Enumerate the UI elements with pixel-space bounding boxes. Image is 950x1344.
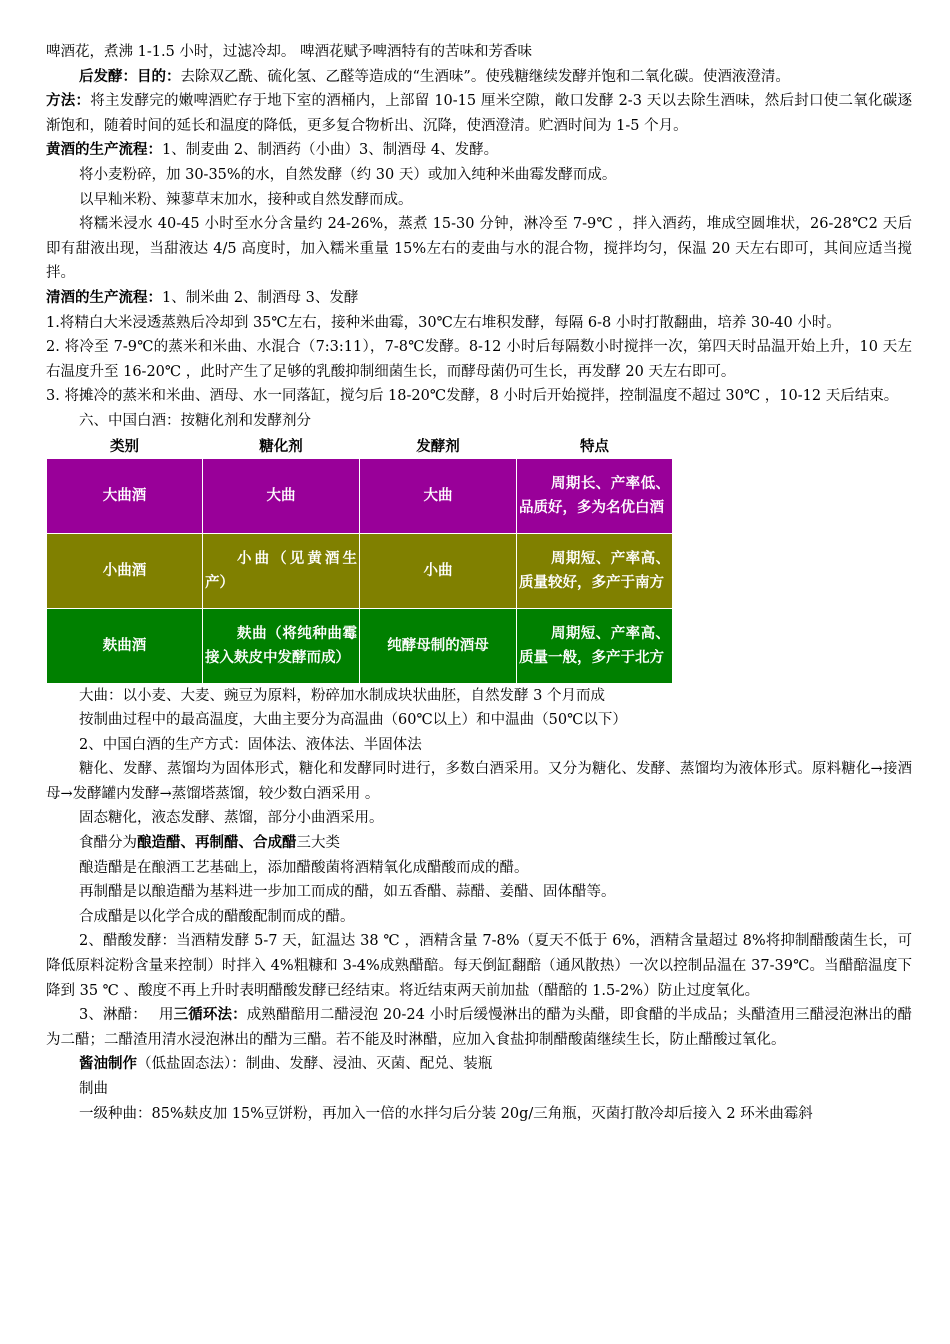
paragraph: 酿造醋是在酿酒工艺基础上，添加醋酸菌将酒精氧化成醋酸而成的醋。: [79, 859, 529, 876]
table-cell: 纯酵母制的酒母: [360, 608, 517, 683]
paragraph: 糖化、发酵、蒸馏均为固体形式，糖化和发酵同时进行，多数白酒采用。又分为糖化、发酵、蒸馏均为液体形式。原料糖化→接酒母→发酵罐内发酵→蒸馏塔蒸馏，较少数白酒采用 。: [46, 761, 912, 802]
table-cell: 周期长、产率低、品质好，多为名优白酒: [517, 458, 673, 533]
paragraph: 2. 将冷至 7-9℃的蒸米和米曲、水混合（7:3:11），7-8℃发酵。8-12 小时后每隔数小时搅拌一次，第四天时品温开始上升，10 天左右温度升至 16-20℃ ，此时产生了足够的乳酸抑制细菌生长，而酵母菌仍可生长，再发酵 20 天左右即可。: [46, 339, 912, 380]
heading-huangjiu-process: 黄酒的生产流程：: [46, 141, 162, 159]
paragraph: 食醋分为酿造醋、再制醋、合成醋三大类: [79, 834, 340, 852]
paragraph: 1.将精白大米浸透蒸熟后冷却到 35℃左右，接种米曲霉，30℃左右堆积发酵，每隔 6-8 小时打散翻曲，培养 30-40 小时。: [46, 314, 841, 331]
paragraph: 固态糖化，液态发酵、蒸馏，部分小曲酒采用。: [79, 810, 384, 827]
table-cell: 周期短、产率高、质量较好，多产于南方: [517, 533, 673, 608]
table-cell: 麸曲（将纯种曲霉接入麸皮中发酵而成）: [203, 608, 360, 683]
header-features: 特点: [517, 434, 673, 459]
three-cycle-method: 三循环法：: [173, 1006, 247, 1024]
table-row: [47, 458, 673, 533]
paragraph: 2、醋酸发酵：当酒精发酵 5-7 天，缸温达 38 ℃ ，酒精含量 7-8%（夏天不低于 6%，酒精含量超过 8%将抑制醋酸菌生长，可降低原料淀粉含量来控制）时拌入 4%粗糠和 3-4%成熟醋醅。每天倒缸翻醅（通风散热）一次以控制品温在 37-39℃。当醋醅温度下降到 35 ℃ 、酸度不再上升时表明醋酸发酵已经结束。将近结束两天前加盐（醋醅的 1.5-2%）防止过度氧化。: [46, 933, 912, 999]
paragraph: 以早籼米粉、辣蓼草末加水，接种或自然发酵而成。: [79, 191, 413, 208]
paragraph: 啤酒花，煮沸 1-1.5 小时，过滤冷却。 啤酒花赋予啤酒特有的苦味和芳香味: [46, 44, 533, 60]
paragraph: 再制醋是以酿造醋为基料进一步加工而成的醋，如五香醋、蒜醋、姜醋、固体醋等。: [79, 884, 616, 901]
paragraph: 一级种曲：85%麸皮加 15%豆饼粉，再加入一倍的水拌匀后分装 20g/三角瓶，灭菌打散冷却后接入 2 环米曲霉斜: [79, 1105, 813, 1122]
paragraph: 合成醋是以化学合成的醋酸配制而成的醋。: [79, 908, 355, 925]
table-row: [47, 533, 673, 608]
header-fermenting-agent: 发酵剂: [360, 434, 517, 459]
paragraph: 按制曲过程中的最高温度，大曲主要分为高温曲（60℃以上）和中温曲（50℃以下）: [79, 712, 627, 729]
heading-method: 方法：: [46, 92, 91, 110]
table-header-row: [47, 434, 673, 459]
paragraph: 后发酵：目的：去除双乙酰、硫化氢、乙醛等造成的“生酒味”。使残糖继续发酵并饱和二氧化碳。使酒液澄清。: [79, 67, 790, 85]
table-cell: 小曲酒: [47, 533, 203, 608]
header-saccharifying-agent: 糖化剂: [203, 434, 360, 459]
paragraph: 将糯米浸水 40-45 小时至水分含量约 24-26%，蒸煮 15-30 分钟，淋冷至 7-9℃ ，拌入酒药，堆成空圆堆状，26-28℃2 天后即有甜液出现，当甜液达 4/5 高度时，加入糯米重量 15%左右的麦曲与水的混合物，搅拌均匀，保温 20 天左右即可，其间应适当搅拌。: [46, 216, 912, 282]
baijiu-table: [46, 434, 673, 684]
heading-post-fermentation: 后发酵：目的：: [79, 67, 181, 85]
paragraph: 方法：将主发酵完的嫩啤酒贮存于地下室的酒桶内，上部留 10-15 厘米空隙，敞口发酵 2-3 天以去除生酒味，然后封口使二氧化碳逐渐饱和，随着时间的延长和温度的降低，更多复合物析出、沉降，使酒澄清。贮酒时间为 1-5 个月。: [46, 92, 912, 134]
paragraph: 将小麦粉碎，加 30-35%的水，自然发酵（约 30 天）或加入纯种米曲霉发酵而成。: [79, 166, 617, 183]
vinegar-types: 酿造醋、再制醋、合成醋: [137, 834, 297, 852]
paragraph: 3、淋醋： 用三循环法：成熟醋醅用二醋浸泡 20-24 小时后缓慢淋出的醋为头醋，即食醋的半成品；头醋渣用三醋浸泡淋出的醋为二醋；二醋渣用清水浸泡淋出的醋为三醋。若不能及时淋醋，应加入食盐抑制醋酸菌继续生长，防止醋酸过氧化。: [46, 1006, 913, 1048]
paragraph: 大曲：以小麦、大麦、豌豆为原料，粉碎加水制成块状曲胚，自然发酵 3 个月而成: [79, 687, 605, 704]
table-cell: 小曲（见黄酒生产）: [203, 533, 360, 608]
paragraph: 清酒的生产流程：1、制米曲 2、制酒母 3、发酵: [46, 288, 359, 306]
paragraph: 酱油制作（低盐固态法）：制曲、发酵、浸油、灭菌、配兑、装瓶: [79, 1055, 493, 1073]
section-heading: 六、中国白酒：按糖化剂和发酵剂分: [79, 412, 311, 429]
table-cell: 麸曲酒: [47, 608, 203, 683]
table-cell: 大曲: [360, 458, 517, 533]
table-cell: 大曲酒: [47, 458, 203, 533]
soy-sauce-heading: 酱油制作: [79, 1055, 137, 1073]
table-cell: 周期短、产率高、质量一般，多产于北方: [517, 608, 673, 683]
table-row: [47, 608, 673, 683]
paragraph: 2、中国白酒的生产方式：固体法、液体法、半固体法: [79, 736, 422, 753]
header-category: 类别: [47, 434, 203, 459]
paragraph: 黄酒的生产流程：1、制麦曲 2、制酒药（小曲）3、制酒母 4、发酵。: [46, 141, 499, 159]
table-cell: 小曲: [360, 533, 517, 608]
paragraph: 制曲: [79, 1081, 108, 1097]
heading-sake-process: 清酒的生产流程：: [46, 288, 162, 306]
table-cell: 大曲: [203, 458, 360, 533]
paragraph: 3. 将摊冷的蒸米和米曲、酒母、水一同落缸，搅匀后 18-20℃发酵，8 小时后开始搅拌，控制温度不超过 30℃ ，10-12 天后结束。: [46, 388, 899, 405]
document-page: [46, 40, 912, 1126]
